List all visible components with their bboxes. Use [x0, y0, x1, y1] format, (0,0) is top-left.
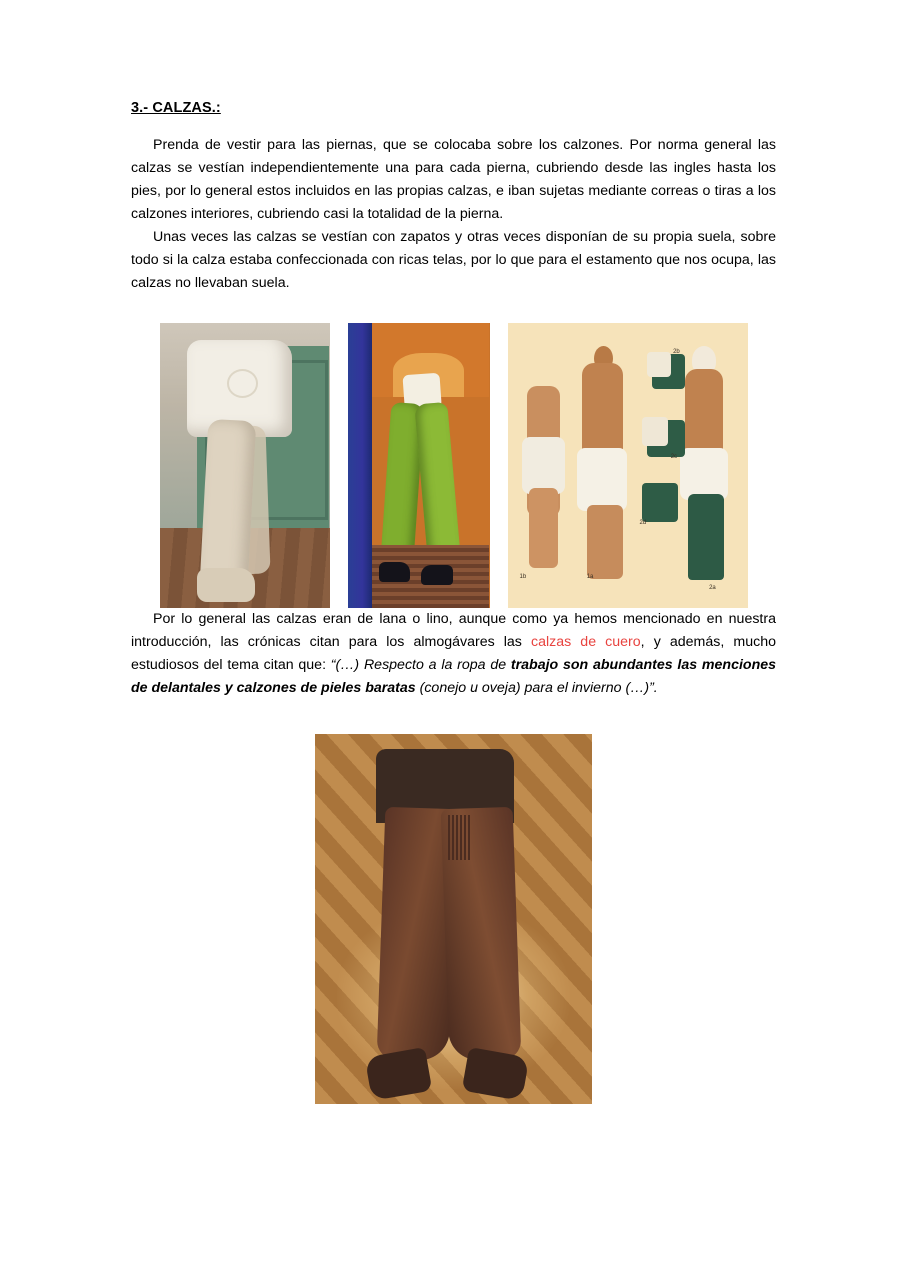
quote-italic-lead: “(…) Respecto a la ropa de	[330, 657, 511, 673]
front-leg-hose-shape	[199, 419, 255, 587]
figure-right-hose	[688, 494, 724, 580]
swatch-2c-cloth	[642, 417, 668, 446]
plate-label-2b: 2b	[673, 348, 680, 355]
plate-braies-and-hose	[508, 323, 748, 608]
quote-italic-tail: (conejo u oveja) para el invierno (…)”.	[415, 680, 658, 696]
plate-label-2a: 2a	[709, 585, 716, 592]
paragraph-3	[131, 608, 776, 700]
swatch-2d	[642, 483, 678, 523]
leather-fringe-detail	[448, 815, 470, 859]
figure-row-bottom	[131, 734, 776, 1104]
photo-leather-hose	[315, 734, 592, 1104]
figure-center-braies	[577, 448, 627, 511]
section-heading: 3.- CALZAS.:	[131, 100, 221, 116]
figure-right-braies	[680, 448, 728, 499]
illumination-blue-border	[348, 323, 372, 608]
plate-label-2d: 2d	[639, 519, 647, 526]
plate-label-1a: 1a	[586, 573, 594, 580]
figure-left-braies	[522, 437, 565, 494]
paragraph-3-text-part2: , y además, mucho estudiosos del tema citan que:	[131, 634, 776, 673]
black-shoe-right	[421, 565, 452, 585]
hose-foot-shape	[197, 568, 255, 602]
illumination-green-hose	[348, 323, 490, 608]
quote-bold-emphasis: trabajo son abundantes las menciones de delantales y calzones de pieles baratas	[131, 657, 777, 696]
plate-label-2c: 2c	[670, 454, 678, 461]
paragraph-1-text: Prenda de vestir para las piernas, que se colocaba sobre los calzones. Por norma general las calzas se vestían independientemente una para cada pierna, cubriendo desde las ingles hasta los pies, por lo general estos incluidos en las propias calzas, e iban sujetas mediante correas o tiras a los calzones interiores, cubriendo casi la totalidad de la pierna.	[131, 137, 776, 222]
paragraph-2	[131, 226, 776, 295]
paragraph-2-text: Unas veces las calzas se vestían con zapatos y otras veces disponían de su propia suela, sobre todo si la calza estaba confeccionada con ricas telas, por lo que para el estamento que nos ocupa, las calzas no llevaban suela.	[131, 229, 776, 291]
green-hose-right	[415, 402, 461, 561]
figure-row-top	[131, 323, 776, 608]
figure-center-legs	[587, 505, 623, 579]
photo-white-hose	[160, 323, 330, 608]
swatch-2b-cloth	[647, 352, 671, 378]
paragraph-3-text-part1: Por lo general las calzas eran de lana o lino, aunque como ya hemos mencionado en nuestra introducción, las crónicas citan para los almogávares las	[131, 611, 776, 650]
figure-left-legs	[529, 488, 558, 568]
paragraph-1	[131, 134, 776, 226]
leather-hose-link[interactable]: calzas de cuero	[531, 634, 641, 650]
plate-label-1b: 1b	[519, 573, 527, 580]
black-shoe-left	[379, 562, 410, 582]
